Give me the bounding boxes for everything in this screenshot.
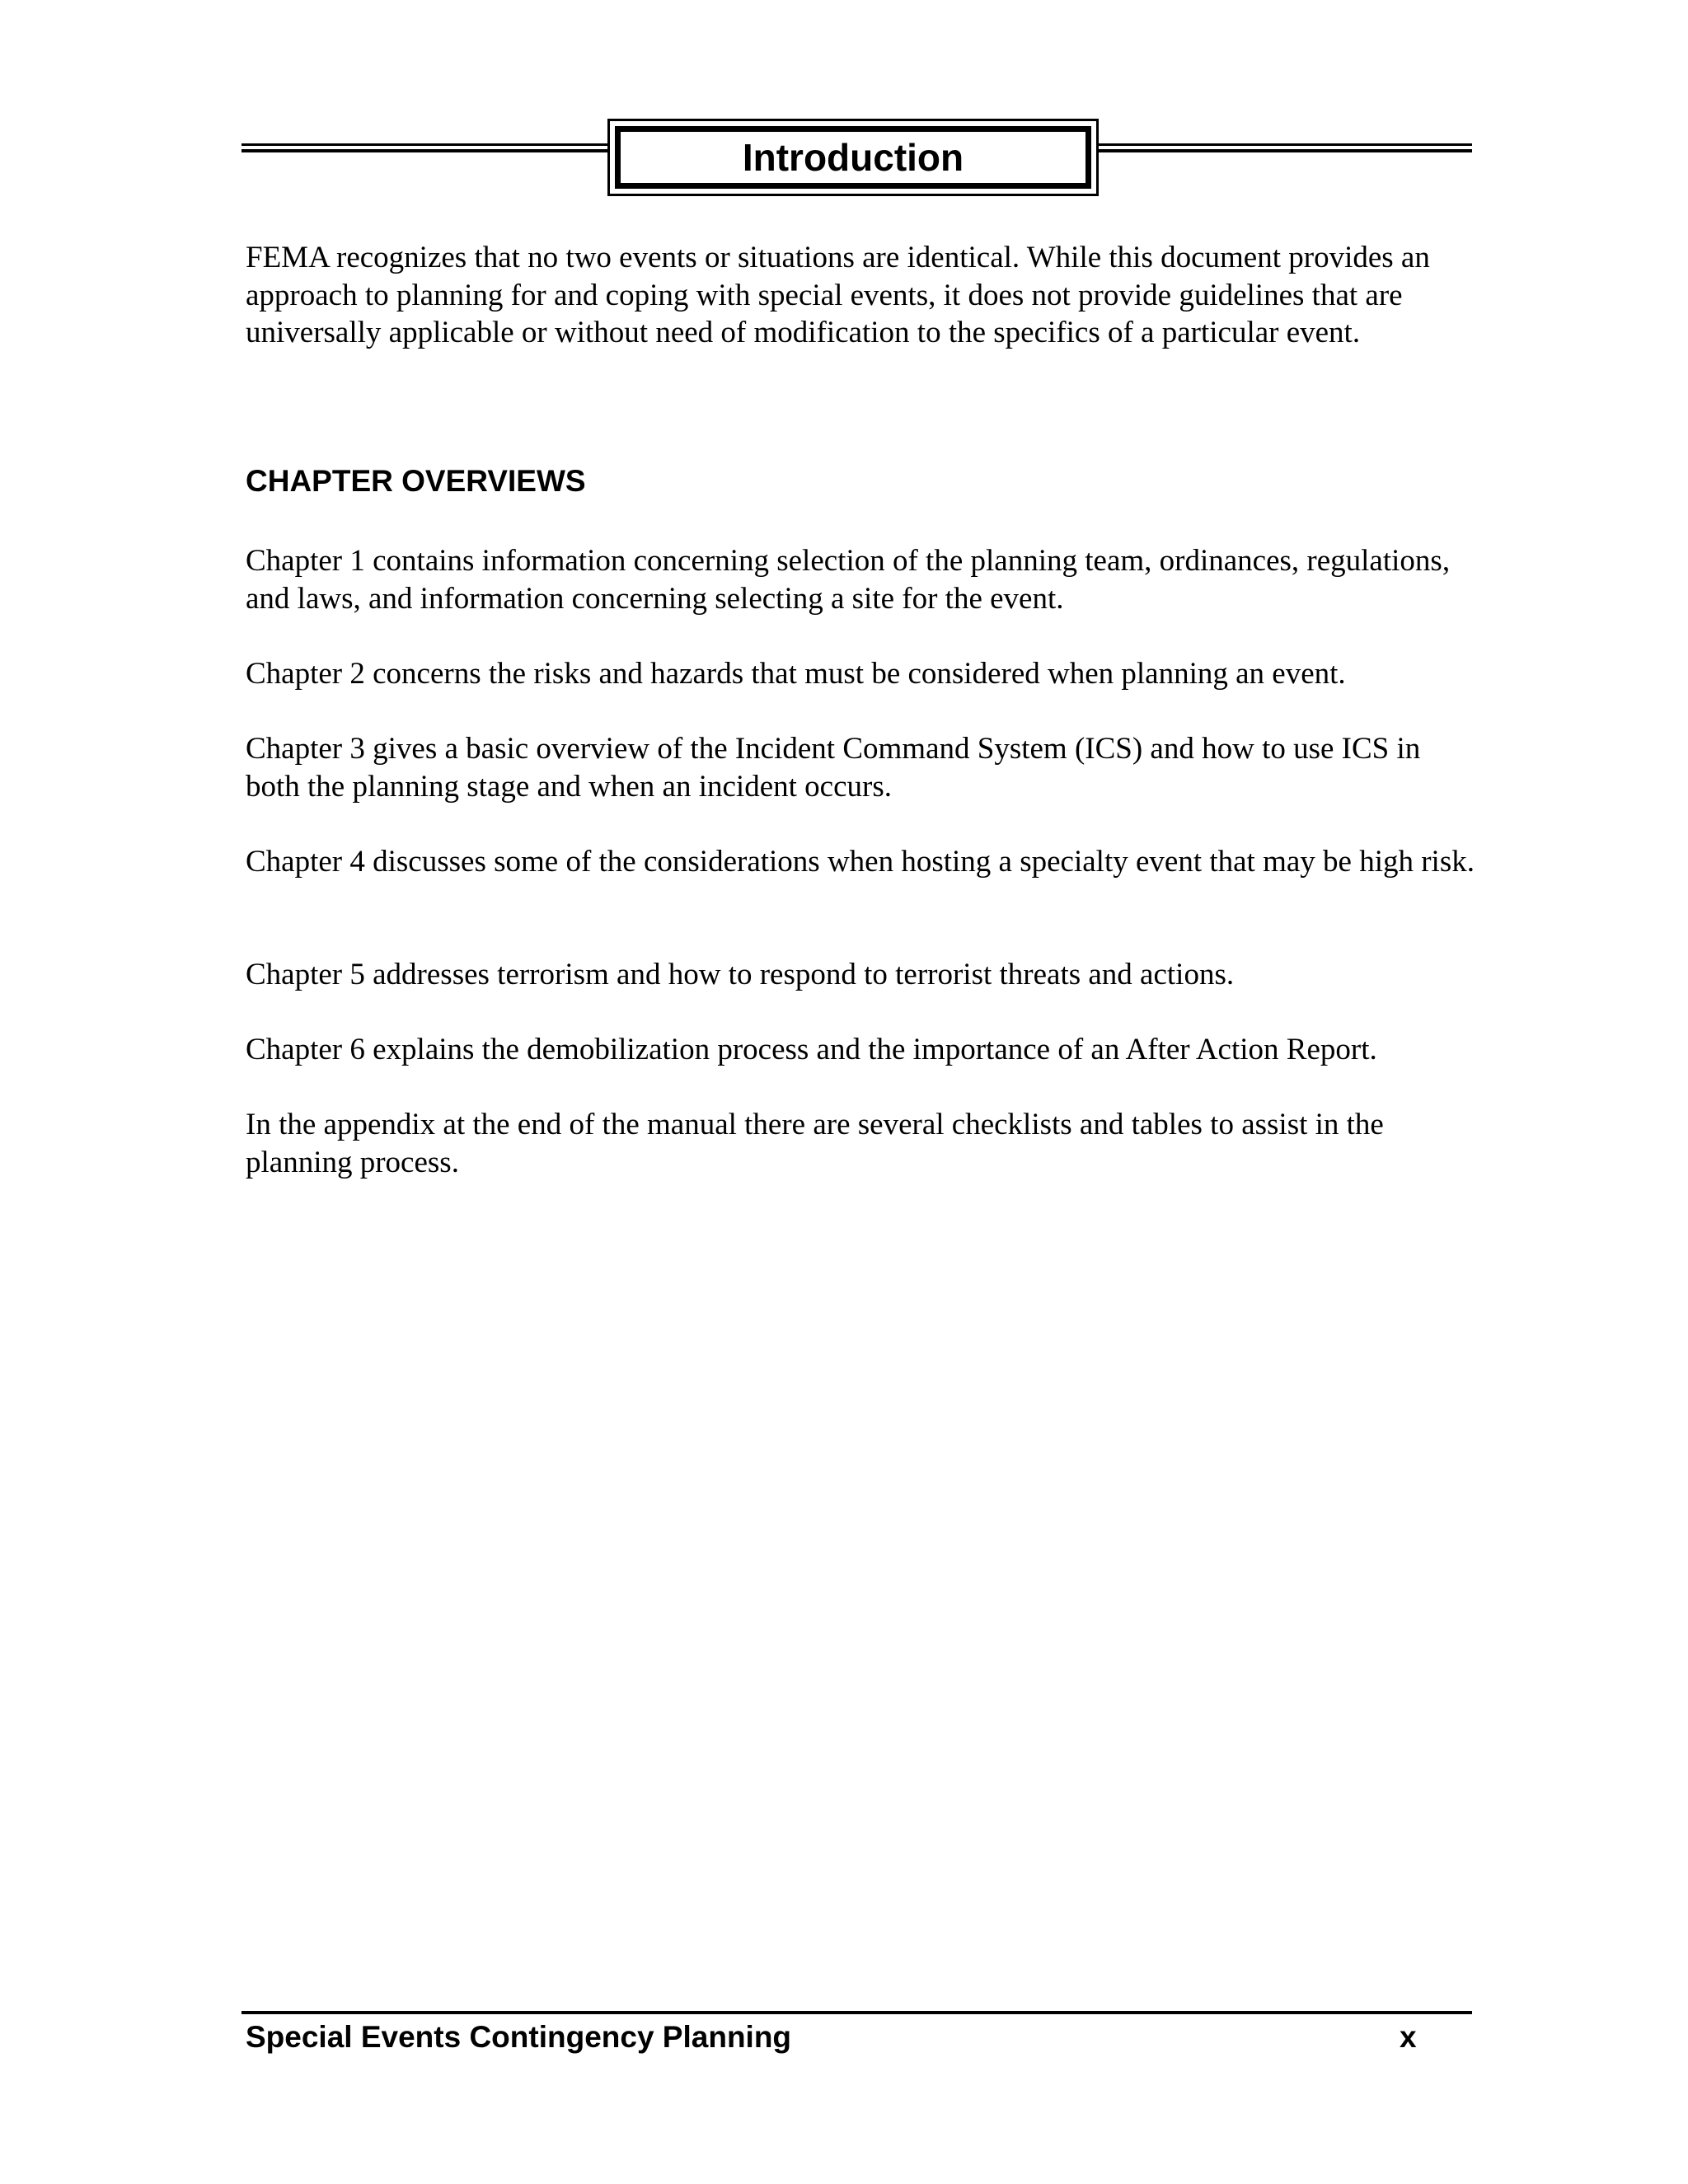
title-box-inner	[615, 126, 1091, 189]
chapter-6-overview: Chapter 6 explains the demobilization process and the importance of an After Action Report.	[246, 1033, 1377, 1066]
chapter-1-overview: Chapter 1 contains information concerning selection of the planning team, ordinances, regulations, and laws, and information concerning selecting a site for the event.	[246, 544, 1451, 616]
intro-paragraph: FEMA recognizes that no two events or situations are identical. While this document provides an approach to planning for and coping with special events, it does not provide guidelines that are universally applicable or without need of modification to the specifics of a particular event.	[246, 241, 1430, 349]
chapter-3-overview: Chapter 3 gives a basic overview of the Incident Command System (ICS) and how to use ICS in both the planning stage and when an incident occurs.	[246, 732, 1421, 804]
chapter-2-overview: Chapter 2 concerns the risks and hazards that must be considered when planning an event.	[246, 657, 1346, 691]
page-header	[241, 119, 1472, 196]
page-title: Introduction	[742, 136, 964, 179]
section-heading-chapter-overviews: CHAPTER OVERVIEWS	[246, 464, 586, 498]
appendix-overview: In the appendix at the end of the manual there are several checklists and tables to assist in the planning process.	[246, 1108, 1384, 1179]
chapter-4-overview: Chapter 4 discusses some of the considerations when hosting a specialty event that may be high risk.	[246, 845, 1475, 879]
footer-rule	[241, 2011, 1472, 2014]
header-rule-right	[1099, 143, 1472, 152]
footer-document-title: Special Events Contingency Planning	[246, 2020, 792, 2054]
title-box	[607, 119, 1099, 196]
header-rule-left	[241, 143, 607, 152]
chapter-5-overview: Chapter 5 addresses terrorism and how to respond to terrorist threats and actions.	[246, 958, 1235, 991]
footer-page-number: x	[1400, 2020, 1417, 2054]
